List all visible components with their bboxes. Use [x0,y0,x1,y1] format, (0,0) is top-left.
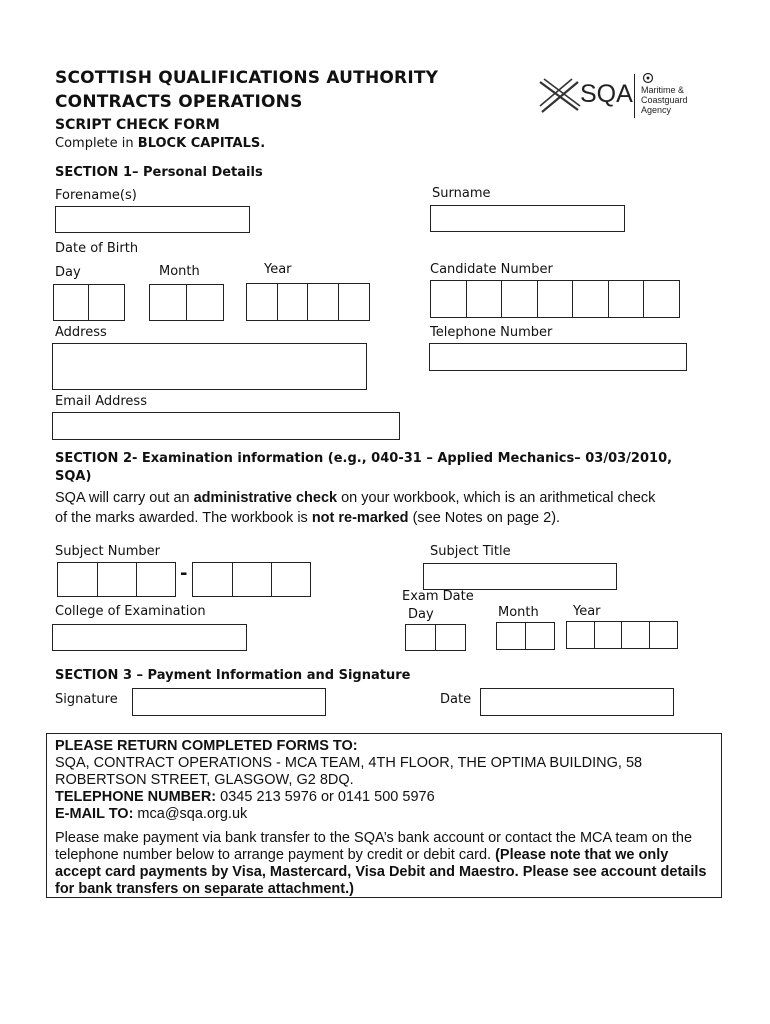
candidate-number-label: Candidate Number [430,262,553,277]
dob-month-label: Month [159,264,200,279]
subject-number-label: Subject Number [55,544,160,559]
exam-year-input[interactable] [566,621,676,649]
exam-year-label: Year [573,604,601,619]
section1-title: SECTION 1– Personal Details [55,165,263,180]
email-input[interactable] [52,412,400,440]
exam-day-input[interactable] [405,624,464,651]
dob-label: Date of Birth [55,241,139,256]
dob-day-label: Day [55,265,81,280]
org-title: SCOTTISH QUALIFICATIONS AUTHORITY [55,68,439,88]
signature-input[interactable] [132,688,326,716]
exam-month-label: Month [498,605,539,620]
surname-input[interactable] [430,205,625,232]
return-email: E-MAIL TO: mca@sqa.org.uk [55,806,248,822]
college-input[interactable] [52,624,247,651]
return-phone: TELEPHONE NUMBER: 0345 213 5976 or 0141 500 5976 [55,789,435,805]
subject-title-label: Subject Title [430,544,511,559]
telephone-label: Telephone Number [430,325,553,340]
payment-info: Please make payment via bank transfer to the SQA’s bank account or contact the MCA team on the telephone number below to arrange payment by credit or debit card. (Please note that we only accept card payments by Visa, Mastercard, Visa Debit and Maestro. Please see account details for bank transfers on separate attachment.) [55,830,707,897]
telephone-input[interactable] [429,343,687,371]
dob-year-label: Year [264,262,292,277]
subject-number-dash: - [180,563,188,584]
address-label: Address [55,325,107,340]
return-instructions-box [46,733,722,898]
dob-year-input[interactable] [246,283,368,321]
dob-day-input[interactable] [53,284,123,321]
subject-title-input[interactable] [423,563,617,590]
signature-label: Signature [55,692,118,707]
saltire-icon [538,76,582,116]
section2-title: SECTION 2- Examination information (e.g., 040-31 – Applied Mechanics– 03/03/2010, SQA) [55,451,673,484]
sqa-mca-logo [538,72,698,122]
subject-number-input-a[interactable] [57,562,175,597]
crest-icon [641,72,655,84]
exam-month-input[interactable] [496,622,553,650]
address-input[interactable] [52,343,367,390]
exam-date-label: Exam Date [402,589,474,604]
candidate-number-input[interactable] [430,280,679,318]
return-address: SQA, CONTRACT OPERATIONS - MCA TEAM, 4TH FLOOR, THE OPTIMA BUILDING, 58 ROBERTSON STREET, GLASGOW, G2 8DQ. [55,755,643,788]
forename-input[interactable] [55,206,250,233]
section3-title: SECTION 3 – Payment Information and Signature [55,668,411,683]
surname-label: Surname [432,186,491,201]
date-input[interactable] [480,688,674,716]
instruction: Complete in BLOCK CAPITALS. [55,136,266,151]
dob-month-input[interactable] [149,284,222,321]
section2-description: SQA will carry out an administrative check on your workbook, which is an arithmetical check of the marks awarded. The workbook is not re-marked (see Notes on page 2). [55,490,656,526]
subject-number-input-b[interactable] [192,562,310,597]
sqa-logo-text: SQA [580,80,633,108]
college-label: College of Examination [55,604,206,619]
exam-day-label: Day [408,607,434,622]
return-heading: PLEASE RETURN COMPLETED FORMS TO: [55,738,358,754]
forename-label: Forename(s) [55,188,137,203]
form-title: SCRIPT CHECK FORM [55,117,220,133]
date-label: Date [440,692,472,707]
email-label: Email Address [55,394,147,409]
dept-title: CONTRACTS OPERATIONS [55,92,303,112]
agency-name: Maritime & Coastguard Agency [641,85,688,115]
